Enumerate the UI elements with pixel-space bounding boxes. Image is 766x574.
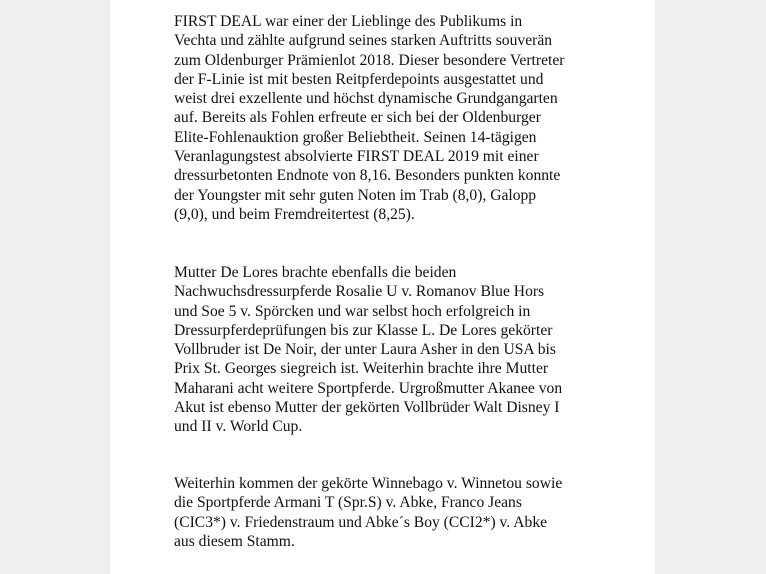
document-page: [110, 0, 655, 574]
paragraph-line: die Sportpferde Armani T (Spr.S) v. Abke, Franco Jeans: [174, 494, 522, 512]
paragraph-line: Vechta und zählte aufgrund seines starken Auftritts souverän: [174, 32, 553, 50]
paragraph-line: Veranlagungstest absolvierte FIRST DEAL 2019 mit einer: [174, 148, 539, 166]
paragraph-line: Maharani acht weitere Sportpferde. Urgroßmutter Akanee von: [174, 379, 563, 397]
paragraph-line: Prix St. Georges siegreich ist. Weiterhin brachte ihre Mutter: [174, 360, 549, 378]
paragraph-line: und Soe 5 v. Spörcken und war selbst hoch erfolgreich in: [174, 302, 531, 320]
paragraph-line: und II v. World Cup.: [174, 418, 303, 436]
paragraph-line: Akut ist ebenso Mutter der gekörten Vollbrüder Walt Disney I: [174, 399, 560, 417]
paragraph-line: weist drei exzellente und höchst dynamische Grundgangarten: [174, 90, 558, 108]
paragraph-line: der Youngster mit sehr guten Noten im Trab (8,0), Galopp: [174, 186, 537, 204]
paragraph-line: auf. Bereits als Fohlen erfreute er sich bei der Oldenburger: [174, 109, 541, 127]
paragraph-line: zum Oldenburger Prämienlot 2018. Dieser besondere Vertreter: [174, 51, 565, 69]
paragraph-line: Mutter De Lores brachte ebenfalls die beiden: [174, 264, 457, 281]
paragraph-line: (CIC3*) v. Friedenstraum und Abke´s Boy (CCI2*) v. Abke: [174, 513, 548, 531]
paragraph-line: der F-Linie ist mit besten Reitpferdepoints ausgestattet und: [174, 70, 544, 88]
paragraph-line: Vollbruder ist De Noir, der unter Laura Asher in den USA bis: [174, 341, 556, 359]
paragraph-first-deal: [174, 12, 614, 224]
paragraph-line: dressurbetonten Endnote von 8,16. Besonders punkten konnte: [174, 167, 561, 185]
paragraph-de-lores: [174, 263, 614, 437]
paragraph-line: Dressurpferdeprüfungen bis zur Klasse L. De Lores gekörter: [174, 321, 553, 339]
paragraph-stamm: [174, 474, 614, 551]
paragraph-line: Nachwuchsdressurpferde Rosalie U v. Romanov Blue Hors: [174, 283, 545, 301]
paragraph-line: Weiterhin kommen der gekörte Winnebago v. Winnetou sowie: [174, 475, 563, 492]
paragraph-line: aus diesem Stamm.: [174, 532, 295, 550]
paragraph-line: FIRST DEAL war einer der Lieblinge des Publikums in: [174, 13, 523, 30]
paragraph-line: (9,0), und beim Fremdreitertest (8,25).: [174, 205, 415, 223]
paragraph-line: Elite-Fohlenauktion großer Beliebtheit. Seinen 14-tägigen: [174, 128, 537, 146]
